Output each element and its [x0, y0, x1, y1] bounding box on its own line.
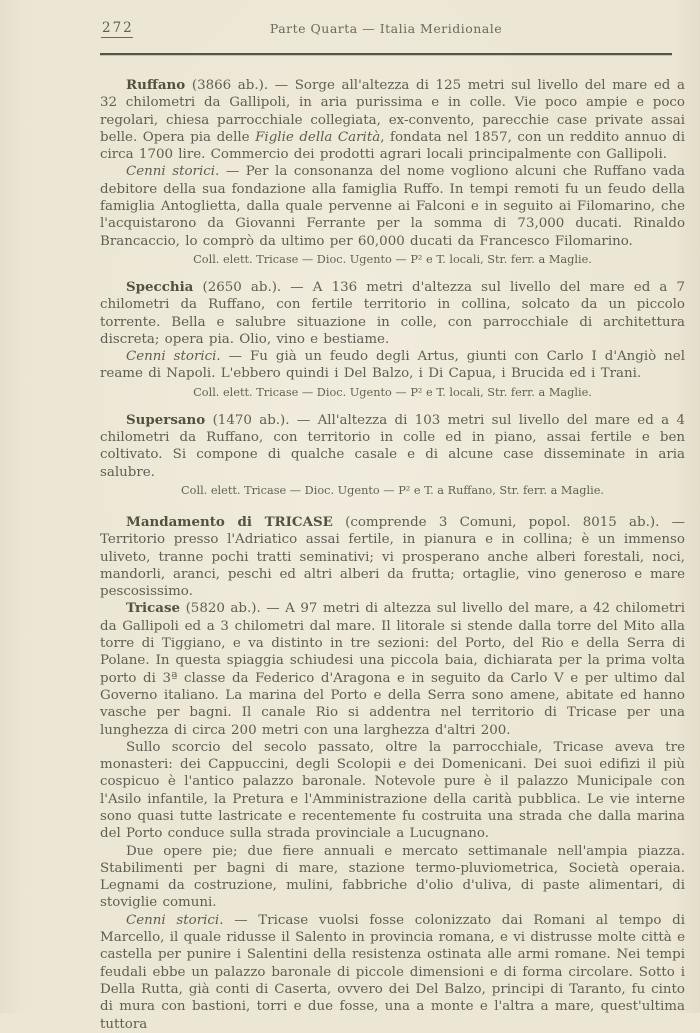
body-paragraph	[100, 912, 685, 1033]
page-number-underline	[101, 37, 133, 38]
page-header	[100, 0, 672, 43]
text-run-normal: Due opere pie; due fiere annuali e mercato settimanale nell'ampia piazza. Stabilimenti per bagni di mare, stazione termo-pluviometrica, Società operaia. Legnami da costruzione, mulini, fabbriche d'olio d'uliva, di paste alimentari, di stoviglie comuni.	[100, 843, 685, 911]
page-body	[100, 77, 685, 1033]
text-run-normal: Coll. elett. Tricase — Dioc. Ugento — P² e T. a Ruffano, Str. ferr. a Maglie.	[181, 483, 604, 497]
text-run-bold: Tricase	[126, 600, 181, 617]
text-run-normal: (2650 ab.). — A 136 metri d'altezza sul livello del mare ed a 7 chilometri da Ruffano, con fertile territorio in collina, solcato da un piccolo torrente. Bella e salubre situazione in colle, con parrocchiale di architettura discreta; opera pia. Olio, vino e bestiame.	[100, 279, 685, 347]
text-run-normal: Coll. elett. Tricase — Dioc. Ugento — P² e T. locali, Str. ferr. a Maglie.	[193, 252, 592, 266]
body-paragraph	[100, 600, 685, 738]
text-run-normal: (1470 ab.). — All'altezza di 103 metri sul livello del mare ed a 4 chilometri da Ruffano, con territorio in colle ed in piano, assai fertile e ben coltivato. Si compone di qualche casale e di alcune case disseminate in aria salubre.	[100, 412, 685, 480]
running-title: Parte Quarta — Italia Meridionale	[269, 21, 503, 36]
text-run-normal: — Per la consonanza del nome vogliono alcuni che Ruffano vada debitore della sua fondazione alla famiglia Ruffo. In tempi remoti fu un feudo della famiglia Antoglietta, dalla quale pervenne ai Falconi e in seguito ai Filomarino, che l'acquistarono da Giovanni Ferrante per la somma di 73,000 ducati. Rinaldo Brancaccio, lo comprò da ultimo per 60,000 ducati da Francesco Filomarino.	[100, 164, 685, 249]
reference-note	[100, 386, 685, 400]
text-run-normal: Sullo scorcio del secolo passato, oltre la parrocchiale, Tricase aveva tre monasteri: dei Cappuccini, degli Scolopii e dei Domenicani. Dei suoi edifizi il più cospicuo è l'antico palazzo baronale. Notevole pure è il palazzo Municipale con l'Asilo infantile, la Pretura e l'Amministrazione della carità pubblica. Le vie interne sono quasi tutte lastricate e recentemente fu costruita una strada che dalla marina del Porto conduce sulla strada provinciale a Lucugnano.	[100, 739, 685, 842]
text-run-italic: Cenni storici.	[126, 912, 224, 928]
reference-note	[100, 484, 685, 498]
text-run-normal: Coll. elett. Tricase — Dioc. Ugento — P² e T. locali, Str. ferr. a Maglie.	[193, 385, 592, 399]
text-run-italic: Cenni storici.	[126, 164, 220, 180]
body-paragraph	[100, 739, 685, 843]
body-paragraph	[100, 843, 685, 912]
text-run-normal: (3866 ab.). — Sorge all'altezza di 125 metri sul livello del mare ed a 32 chilometri da Gallipoli, in aria purissima e in colle. Vie poco ampie e poco regolari, chiesa parrocchiale collegiata, ex-convento, parecchie case private assai belle. Opera pia delle	[100, 78, 685, 145]
text-run-normal: (comprende 3 Comuni, popol. 8015 ab.). — Territorio presso l'Adriatico assai fertile, in pianura e in collina; è un immenso uliveto, tranne pochi tratti seminativi; vi prosperano anche alberi forestali, noci, mandorli, aranci, peschi ed altri alberi da frutta; ortaglie, vino generoso e mare pescosissimo.	[100, 514, 685, 600]
text-run-normal: (5820 ab.). — A 97 metri di altezza sul livello del mare, a 42 chilometri da Gallipoli ed a 3 chilometri dal mare. Il litorale si stende dalla torre del Mito alla torre di Tiggiano, e va distinto in tre sezioni: del Porto, del Rio e della Serra di Polane. In questa spiaggia schiudesi una piccola baia, dichiarata per la prima volta porto di 3ª classe da Federico d'Aragona e in seguito da Carlo V e per ultimo dal Governo italiano. La marina del Porto e della Serra sono amene, abitate ed hanno vasche per bagni. Il canale Rio si addentra nel territorio di Tricase per una lunghezza di circa 200 metri con una larghezza d'altri 200.	[100, 601, 685, 738]
body-paragraph	[100, 514, 685, 600]
text-run-normal: — Fu già un feudo degli Artus, giunti con Carlo I d'Angiò nel reame di Napoli. L'ebbero quindi i Del Balzo, i Di Capua, i Brucida ed i Trani.	[100, 349, 686, 382]
body-paragraph	[100, 163, 685, 249]
text-run-italic: Cenni storici.	[126, 349, 221, 365]
body-paragraph	[100, 279, 685, 348]
header-rule	[100, 53, 672, 55]
text-run-normal: , fondata nel 1857, con un reddito annuo di circa 1700 lire. Commercio dei prodotti agrari locali principalmente con Gallipoli.	[100, 129, 685, 163]
body-paragraph	[100, 348, 685, 383]
text-run-bold: Supersano	[126, 411, 206, 428]
text-run-italic: Figlie della Carità	[255, 129, 381, 145]
reference-note	[100, 253, 685, 267]
page-number: 272	[102, 20, 134, 36]
text-run-bold: Ruffano	[126, 77, 186, 93]
body-paragraph	[100, 77, 685, 163]
body-paragraph	[100, 412, 685, 481]
text-run-bold: Mandamento di TRICASE	[126, 513, 333, 530]
text-run-bold: Specchia	[126, 278, 194, 295]
text-run-normal: — Tricase vuolsi fosse colonizzato dai Romani al tempo di Marcello, il quale ridusse il Salento in provincia romana, e vi distrusse molte città e castella per punire i Salentini della resistenza ostinata alle armi romane. Nei tempi feudali ebbe un palazzo baronale di piccole dimensioni e di forma circolare. Sotto i Della Rutta, già conti di Caserta, ovvero dei Del Balzo, principi di Taranto, fu cinto di mura con bastioni, torri e due fosse, una a monte e l'altra a mare, quest'ultima tuttora	[100, 912, 685, 1032]
